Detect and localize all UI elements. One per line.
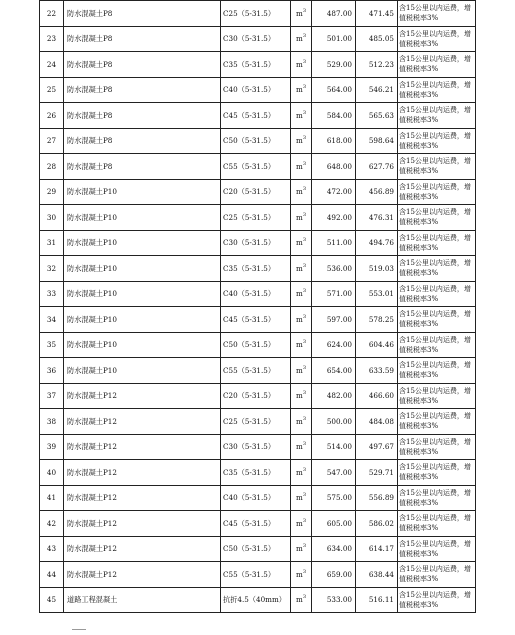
row-number: 41 (40, 485, 64, 511)
price-without-tax: 519.03 (356, 256, 398, 282)
material-name: 防水混凝土P10 (64, 332, 221, 358)
page-footer-mark (72, 629, 86, 632)
material-name: 防水混凝土P12 (64, 562, 221, 588)
material-name: 道路工程混凝土 (64, 587, 221, 613)
material-name: 防水混凝土P8 (64, 1, 221, 27)
row-number: 36 (40, 358, 64, 384)
price-without-tax: 586.02 (356, 511, 398, 537)
unit (291, 281, 312, 307)
material-spec: C25（5-31.5） (221, 1, 291, 27)
price-with-tax: 501.00 (312, 26, 356, 52)
row-number: 40 (40, 460, 64, 486)
price-with-tax: 511.00 (312, 230, 356, 256)
remark: 含15公里以内运费，增值税税率3% (398, 358, 476, 384)
material-spec: C20（5-31.5） (221, 179, 291, 205)
unit-text: m (295, 544, 303, 554)
remark: 含15公里以内运费，增值税税率3% (398, 128, 476, 154)
unit-text: m (295, 493, 303, 503)
row-number: 37 (40, 383, 64, 409)
unit-superscript: 3 (302, 160, 306, 167)
material-name: 防水混凝土P12 (64, 434, 221, 460)
material-spec: 抗折4.5（40mm） (221, 587, 291, 613)
price-with-tax: 514.00 (312, 434, 356, 460)
material-name: 防水混凝土P8 (64, 26, 221, 52)
material-name: 防水混凝土P12 (64, 460, 221, 486)
remark: 含15公里以内运费，增值税税率3% (398, 179, 476, 205)
unit-superscript: 3 (302, 390, 306, 397)
remark: 含15公里以内运费，增值税税率3% (398, 77, 476, 103)
table-row (40, 256, 476, 282)
unit (291, 52, 312, 78)
remark: 含15公里以内运费，增值税税率3% (398, 307, 476, 333)
material-spec: C55（5-31.5） (221, 154, 291, 180)
remark: 含15公里以内运费，增值税税率3% (398, 409, 476, 435)
price-without-tax: 466.60 (356, 383, 398, 409)
material-spec: C30（5-31.5） (221, 230, 291, 256)
row-number: 31 (40, 230, 64, 256)
price-without-tax: 512.23 (356, 52, 398, 78)
unit (291, 256, 312, 282)
row-number: 33 (40, 281, 64, 307)
unit (291, 536, 312, 562)
material-spec: C50（5-31.5） (221, 332, 291, 358)
price-without-tax: 638.44 (356, 562, 398, 588)
unit-superscript: 3 (302, 364, 306, 371)
unit-superscript: 3 (302, 109, 306, 116)
unit-text: m (295, 34, 303, 44)
table-row (40, 434, 476, 460)
price-with-tax: 571.00 (312, 281, 356, 307)
unit-text: m (295, 161, 303, 171)
unit-text: m (295, 289, 303, 299)
price-with-tax: 500.00 (312, 409, 356, 435)
row-number: 45 (40, 587, 64, 613)
price-with-tax: 487.00 (312, 1, 356, 27)
unit-text: m (295, 212, 303, 222)
row-number: 43 (40, 536, 64, 562)
unit (291, 485, 312, 511)
price-with-tax: 584.00 (312, 103, 356, 129)
unit-superscript: 3 (302, 58, 306, 65)
table-row (40, 409, 476, 435)
unit (291, 562, 312, 588)
material-name: 防水混凝土P12 (64, 485, 221, 511)
price-with-tax: 624.00 (312, 332, 356, 358)
row-number: 39 (40, 434, 64, 460)
price-with-tax: 618.00 (312, 128, 356, 154)
table-row (40, 1, 476, 27)
row-number: 28 (40, 154, 64, 180)
unit-superscript: 3 (302, 211, 306, 218)
unit-text: m (295, 391, 303, 401)
table-row (40, 358, 476, 384)
price-without-tax: 633.59 (356, 358, 398, 384)
table-row (40, 52, 476, 78)
unit (291, 154, 312, 180)
row-number: 44 (40, 562, 64, 588)
price-table-body (40, 1, 476, 613)
price-without-tax: 484.08 (356, 409, 398, 435)
price-with-tax: 547.00 (312, 460, 356, 486)
remark: 含15公里以内运费，增值税税率3% (398, 536, 476, 562)
row-number: 24 (40, 52, 64, 78)
table-row (40, 205, 476, 231)
material-spec: C30（5-31.5） (221, 26, 291, 52)
unit-superscript: 3 (302, 339, 306, 346)
table-row (40, 281, 476, 307)
remark: 含15公里以内运费，增值税税率3% (398, 230, 476, 256)
material-name: 防水混凝土P8 (64, 154, 221, 180)
unit (291, 103, 312, 129)
remark: 含15公里以内运费，增值税税率3% (398, 1, 476, 27)
unit (291, 587, 312, 613)
price-without-tax: 546.21 (356, 77, 398, 103)
row-number: 26 (40, 103, 64, 129)
remark: 含15公里以内运费，增值税税率3% (398, 103, 476, 129)
price-with-tax: 634.00 (312, 536, 356, 562)
unit-text: m (295, 263, 303, 273)
material-spec: C20（5-31.5） (221, 383, 291, 409)
price-without-tax: 476.31 (356, 205, 398, 231)
remark: 含15公里以内运费，增值税税率3% (398, 460, 476, 486)
material-spec: C30（5-31.5） (221, 434, 291, 460)
table-row (40, 77, 476, 103)
price-without-tax: 556.89 (356, 485, 398, 511)
remark: 含15公里以内运费，增值税税率3% (398, 562, 476, 588)
unit (291, 1, 312, 27)
price-without-tax: 516.11 (356, 587, 398, 613)
remark: 含15公里以内运费，增值税税率3% (398, 434, 476, 460)
row-number: 25 (40, 77, 64, 103)
price-without-tax: 578.25 (356, 307, 398, 333)
unit-text: m (295, 595, 303, 605)
price-with-tax: 597.00 (312, 307, 356, 333)
price-with-tax: 529.00 (312, 52, 356, 78)
unit-text: m (295, 314, 303, 324)
unit (291, 511, 312, 537)
price-table (39, 0, 476, 613)
material-name: 防水混凝土P8 (64, 103, 221, 129)
table-row (40, 230, 476, 256)
unit (291, 205, 312, 231)
price-with-tax: 482.00 (312, 383, 356, 409)
unit-text: m (295, 340, 303, 350)
material-name: 防水混凝土P12 (64, 511, 221, 537)
material-name: 防水混凝土P10 (64, 230, 221, 256)
unit-superscript: 3 (302, 594, 306, 601)
row-number: 38 (40, 409, 64, 435)
table-row (40, 383, 476, 409)
unit-superscript: 3 (302, 466, 306, 473)
row-number: 29 (40, 179, 64, 205)
unit-text: m (295, 518, 303, 528)
price-with-tax: 564.00 (312, 77, 356, 103)
row-number: 23 (40, 26, 64, 52)
material-spec: C45（5-31.5） (221, 511, 291, 537)
unit-superscript: 3 (302, 84, 306, 91)
unit-superscript: 3 (302, 288, 306, 295)
price-without-tax: 456.89 (356, 179, 398, 205)
unit-superscript: 3 (302, 543, 306, 550)
material-name: 防水混凝土P10 (64, 256, 221, 282)
unit-superscript: 3 (302, 415, 306, 422)
unit (291, 307, 312, 333)
unit-text: m (295, 238, 303, 248)
material-name: 防水混凝土P12 (64, 383, 221, 409)
table-row (40, 460, 476, 486)
unit-text: m (295, 187, 303, 197)
row-number: 27 (40, 128, 64, 154)
row-number: 32 (40, 256, 64, 282)
remark: 含15公里以内运费，增值税税率3% (398, 511, 476, 537)
material-spec: C35（5-31.5） (221, 52, 291, 78)
material-name: 防水混凝土P10 (64, 179, 221, 205)
unit (291, 409, 312, 435)
material-spec: C50（5-31.5） (221, 128, 291, 154)
material-spec: C35（5-31.5） (221, 460, 291, 486)
remark: 含15公里以内运费，增值税税率3% (398, 256, 476, 282)
unit-text: m (295, 442, 303, 452)
price-without-tax: 598.64 (356, 128, 398, 154)
material-name: 防水混凝土P10 (64, 205, 221, 231)
material-spec: C45（5-31.5） (221, 103, 291, 129)
remark: 含15公里以内运费，增值税税率3% (398, 205, 476, 231)
unit (291, 128, 312, 154)
price-without-tax: 604.46 (356, 332, 398, 358)
material-name: 防水混凝土P12 (64, 409, 221, 435)
material-spec: C35（5-31.5） (221, 256, 291, 282)
remark: 含15公里以内运费，增值税税率3% (398, 485, 476, 511)
unit-text: m (295, 365, 303, 375)
table-row (40, 562, 476, 588)
unit (291, 332, 312, 358)
row-number: 42 (40, 511, 64, 537)
material-name: 防水混凝土P10 (64, 358, 221, 384)
material-name: 防水混凝土P8 (64, 128, 221, 154)
unit-text: m (295, 8, 303, 18)
unit (291, 179, 312, 205)
material-spec: C50（5-31.5） (221, 536, 291, 562)
price-with-tax: 605.00 (312, 511, 356, 537)
price-with-tax: 575.00 (312, 485, 356, 511)
unit (291, 434, 312, 460)
remark: 含15公里以内运费，增值税税率3% (398, 26, 476, 52)
price-with-tax: 536.00 (312, 256, 356, 282)
unit-superscript: 3 (302, 313, 306, 320)
remark: 含15公里以内运费，增值税税率3% (398, 281, 476, 307)
row-number: 22 (40, 1, 64, 27)
unit-text: m (295, 569, 303, 579)
remark: 含15公里以内运费，增值税税率3% (398, 383, 476, 409)
remark: 含15公里以内运费，增值税税率3% (398, 52, 476, 78)
material-spec: C55（5-31.5） (221, 562, 291, 588)
material-spec: C25（5-31.5） (221, 409, 291, 435)
unit-superscript: 3 (302, 7, 306, 14)
remark: 含15公里以内运费，增值税税率3% (398, 154, 476, 180)
price-without-tax: 565.63 (356, 103, 398, 129)
table-row (40, 179, 476, 205)
price-without-tax: 529.71 (356, 460, 398, 486)
unit (291, 383, 312, 409)
material-name: 防水混凝土P12 (64, 536, 221, 562)
material-spec: C45（5-31.5） (221, 307, 291, 333)
unit-text: m (295, 136, 303, 146)
unit-superscript: 3 (302, 441, 306, 448)
unit-superscript: 3 (302, 186, 306, 193)
price-with-tax: 654.00 (312, 358, 356, 384)
material-name: 防水混凝土P8 (64, 77, 221, 103)
row-number: 30 (40, 205, 64, 231)
material-spec: C25（5-31.5） (221, 205, 291, 231)
unit (291, 230, 312, 256)
material-name: 防水混凝土P10 (64, 307, 221, 333)
price-without-tax: 497.67 (356, 434, 398, 460)
table-row (40, 103, 476, 129)
material-spec: C40（5-31.5） (221, 77, 291, 103)
table-row (40, 154, 476, 180)
table-row (40, 128, 476, 154)
unit-superscript: 3 (302, 237, 306, 244)
price-without-tax: 553.01 (356, 281, 398, 307)
material-spec: C40（5-31.5） (221, 485, 291, 511)
unit-superscript: 3 (302, 262, 306, 269)
table-row (40, 307, 476, 333)
price-with-tax: 648.00 (312, 154, 356, 180)
unit-text: m (295, 59, 303, 69)
price-without-tax: 485.05 (356, 26, 398, 52)
unit (291, 460, 312, 486)
table-row (40, 485, 476, 511)
price-with-tax: 492.00 (312, 205, 356, 231)
unit-superscript: 3 (302, 568, 306, 575)
price-without-tax: 627.76 (356, 154, 398, 180)
unit (291, 77, 312, 103)
unit-text: m (295, 85, 303, 95)
price-without-tax: 471.45 (356, 1, 398, 27)
table-row (40, 536, 476, 562)
material-name: 防水混凝土P8 (64, 52, 221, 78)
price-without-tax: 614.17 (356, 536, 398, 562)
table-row (40, 26, 476, 52)
unit (291, 26, 312, 52)
price-without-tax: 494.76 (356, 230, 398, 256)
unit (291, 358, 312, 384)
material-spec: C40（5-31.5） (221, 281, 291, 307)
table-row (40, 511, 476, 537)
price-with-tax: 472.00 (312, 179, 356, 205)
material-name: 防水混凝土P10 (64, 281, 221, 307)
material-spec: C55（5-31.5） (221, 358, 291, 384)
remark: 含15公里以内运费，增值税税率3% (398, 587, 476, 613)
unit-superscript: 3 (302, 135, 306, 142)
table-row (40, 332, 476, 358)
row-number: 34 (40, 307, 64, 333)
price-with-tax: 659.00 (312, 562, 356, 588)
unit-text: m (295, 416, 303, 426)
unit-superscript: 3 (302, 492, 306, 499)
remark: 含15公里以内运费，增值税税率3% (398, 332, 476, 358)
unit-text: m (295, 110, 303, 120)
unit-superscript: 3 (302, 517, 306, 524)
row-number: 35 (40, 332, 64, 358)
unit-superscript: 3 (302, 33, 306, 40)
price-with-tax: 533.00 (312, 587, 356, 613)
unit-text: m (295, 467, 303, 477)
table-row (40, 587, 476, 613)
